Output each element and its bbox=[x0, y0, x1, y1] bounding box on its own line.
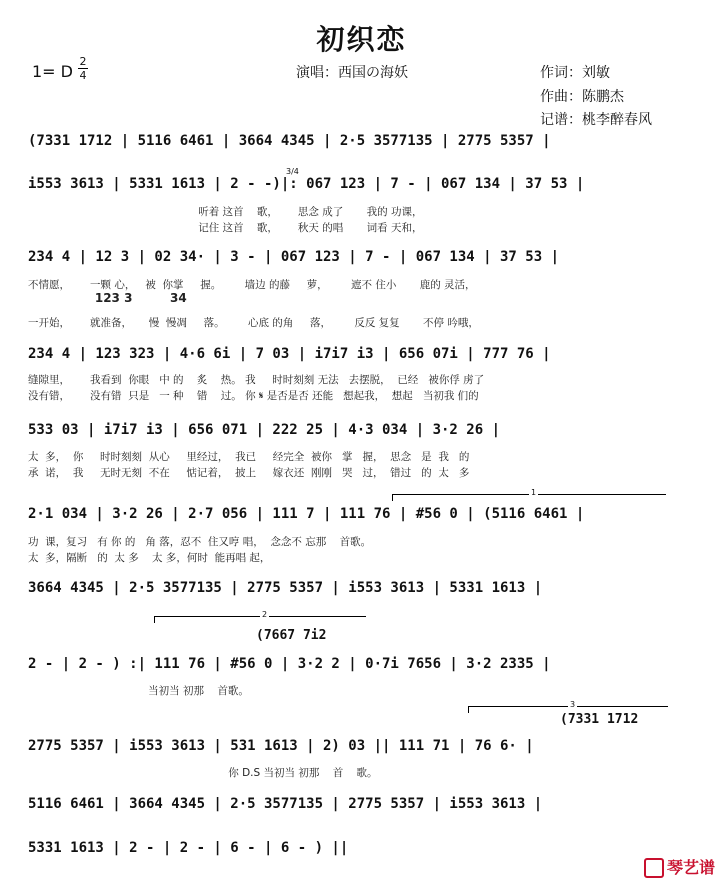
time-signature bbox=[78, 56, 88, 81]
meter-change-mark: 3/4 bbox=[286, 167, 299, 176]
notation-row-2: i553 3613 | 5331 1613 | 2 - -)|: 067 123 | 7 - | 067 134 | 37 53 | bbox=[28, 176, 585, 192]
notation-row-5: 533 03 | i7i7 i3 | 656 071 | 222 25 | 4·3 034 | 3·2 26 | bbox=[28, 422, 501, 438]
notation-row-8: 2 - | 2 - ) :| 111 76 | #56 0 | 3·2 2 | 0·7i 7656 | 3·2 2335 | bbox=[28, 656, 551, 672]
lyric-row-11: 当初当 初那 首歌。 bbox=[28, 685, 249, 697]
notation-row-4: 234 4 | 123 323 | 4·6 6i | 7 03 | i7i7 i3 | 656 07i | 777 76 | bbox=[28, 346, 551, 362]
song-title: 初织恋 bbox=[316, 23, 407, 56]
composer-credit: 作曲：陈鹏杰 bbox=[540, 89, 624, 105]
singer-credit: 演唱：西国の海妖 bbox=[296, 65, 408, 81]
notation-row-1: (7331 1712 | 5116 6461 | 3664 4345 | 2·5 3577135 | 2775 5357 | bbox=[28, 133, 551, 149]
meter-top: 2 bbox=[79, 55, 87, 68]
volta-bracket-1: 1 bbox=[392, 494, 666, 495]
transcriber-credit: 记谱：桃李醉春风 bbox=[540, 112, 652, 128]
lyric-row-8: 承 诺， 我 无时无刻 不在 惦记着， 披上 嫁衣还 刚刚 哭 过， 错过 的 太 多 bbox=[28, 467, 470, 479]
lyric-row-2: 记住 这首 歌， 秋天 的唱 词看 天和， bbox=[28, 222, 423, 234]
lyric-row-1: 听着 这首 歌， 思念 成了 我的 功课， bbox=[28, 206, 423, 218]
lyricist-credit: 作词：刘敏 bbox=[540, 65, 610, 81]
lyric-row-3: 不情愿， 一颗 心， 被 你掌 握。 墙边 的藤 萝， 遮不 住小 鹿的 灵活， bbox=[28, 279, 476, 291]
lyric-row-4: 一开始， 就准备， 慢 慢凋 落。 心底 的角 落， 反反 复复 不停 吟哦， bbox=[28, 317, 479, 329]
logo-icon bbox=[644, 858, 664, 878]
alt-notes-row: 123 3 34 bbox=[28, 291, 187, 305]
lyric-row-6: 没有错， 没有错 只是 一 种 错 过。 你 𝄋 是否是否 还能 想起我， 想起 当初我 们的 bbox=[28, 390, 479, 402]
lyric-row-10: 太 多，隔断 的 太 多 太 多，何时 能再唱 起， bbox=[28, 552, 271, 564]
site-logo: 琴艺谱 bbox=[644, 855, 715, 879]
notation-row-3: 234 4 | 12 3 | 02 34· | 3 - | 067 123 | 7 - | 067 134 | 37 53 | bbox=[28, 249, 560, 265]
ending-notes: (7667 7i2 bbox=[256, 628, 327, 643]
lyric-row-7: 太 多， 你 时时刻刻 从心 里经过， 我已 经完全 被你 掌 握， 思念 是 我 的 bbox=[28, 451, 470, 463]
notation-row-10: 5116 6461 | 3664 4345 | 2·5 3577135 | 2775 5357 | i553 3613 | bbox=[28, 796, 543, 812]
volta-bracket-2: 2 bbox=[154, 616, 366, 617]
notation-row-11: 5331 1613 | 2 - | 2 - | 6 - | 6 - ) || bbox=[28, 840, 349, 856]
lyric-row-9: 功 课，复习 有 你 的 角 落，忍不 住又哼 唱， 念念不 忘那 首歌。 bbox=[28, 536, 372, 548]
notation-row-7: 3664 4345 | 2·5 3577135 | 2775 5357 | i553 3613 | 5331 1613 | bbox=[28, 580, 543, 596]
lyric-row-5: 缝隙里， 我看到 你眼 中 的 炙 热。 我 时时刻刻 无法 去摆脱， 已经 被你俘 虏了 bbox=[28, 374, 485, 386]
coda-notes: (7331 1712 bbox=[560, 712, 639, 727]
volta-bracket-3: 3 bbox=[468, 706, 668, 707]
meter-bottom: 4 bbox=[79, 69, 87, 82]
notation-row-9: 2775 5357 | i553 3613 | 531 1613 | 2) 03 || 111 71 | 76 6· | bbox=[28, 738, 534, 754]
notation-row-6: 2·1 034 | 3·2 26 | 2·7 056 | 111 7 | 111 76 | #56 0 | (5116 6461 | bbox=[28, 506, 585, 522]
key-signature: 1= D bbox=[32, 62, 73, 81]
lyric-row-12: 你 D.S 当初当 初那 首 歌。 bbox=[28, 767, 378, 779]
